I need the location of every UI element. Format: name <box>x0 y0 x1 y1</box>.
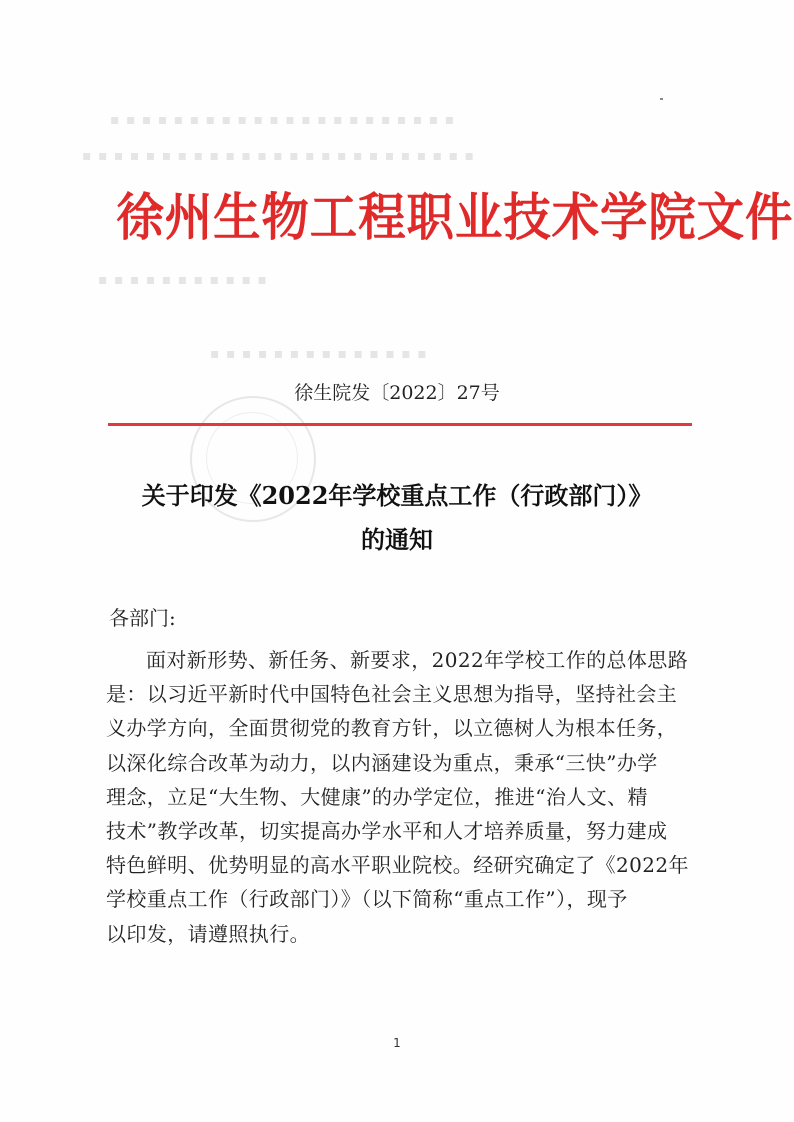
body-line: 技术”教学改革，切实提高办学水平和人才培养质量，努力建成 <box>106 818 668 843</box>
notice-title-line-1: 关于印发《2022年学校重点工作（行政部门）》 <box>141 481 653 510</box>
body-line: 面对新形势、新任务、新要求，2022年学校工作的总体思路 <box>146 648 689 672</box>
body-line: 理念，立足“大生物、大健康”的办学定位，推进“治人文、精 <box>106 784 648 809</box>
salutation: 各部门: <box>109 606 176 630</box>
document-header-title: 徐州生物工程职业技术学院文件 <box>116 188 794 248</box>
body-line: 义办学方向，全面贯彻党的教育方针，以立德树人为根本任务， <box>106 716 678 741</box>
page-number: 1 <box>393 1036 401 1050</box>
notice-title-line-2: 的通知 <box>361 525 433 554</box>
body-line: 是：以习近平新时代中国特色社会主义思想为指导，坚持社会主 <box>106 682 678 707</box>
body-paragraph <box>106 643 698 951</box>
scan-speck <box>660 98 663 100</box>
bleed-through-text: ▪ ▪ ▪ ▪ ▪ ▪ ▪ ▪ ▪ ▪ ▪ ▪ ▪ ▪ ▪ ▪ ▪ ▪ ▪ ▪ ▪ ▪ <box>110 112 456 128</box>
body-line: 学校重点工作（行政部门）》（以下简称“重点工作”），现予 <box>106 887 628 912</box>
bleed-through-text: ▪ ▪ ▪ ▪ ▪ ▪ ▪ ▪ ▪ ▪ ▪ ▪ ▪ ▪ <box>210 346 428 362</box>
body-line: 特色鲜明、优势明显的高水平职业院校。经研究确定了《2022年 <box>106 853 689 878</box>
bleed-through-text: ▪ ▪ ▪ ▪ ▪ ▪ ▪ ▪ ▪ ▪ ▪ ▪ ▪ ▪ ▪ ▪ ▪ ▪ ▪ ▪ ▪ ▪ ▪ ▪ ▪ <box>82 148 476 164</box>
document-number: 徐生院发〔2022〕27号 <box>294 382 500 404</box>
bleed-through-text: ▪ ▪ ▪ ▪ ▪ ▪ ▪ ▪ ▪ ▪ ▪ <box>98 272 268 288</box>
red-divider-rule <box>108 423 692 426</box>
body-line: 以印发，请遵照执行。 <box>106 921 310 946</box>
body-line: 以深化综合改革为动力，以内涵建设为重点，秉承“三快”办学 <box>106 750 658 775</box>
